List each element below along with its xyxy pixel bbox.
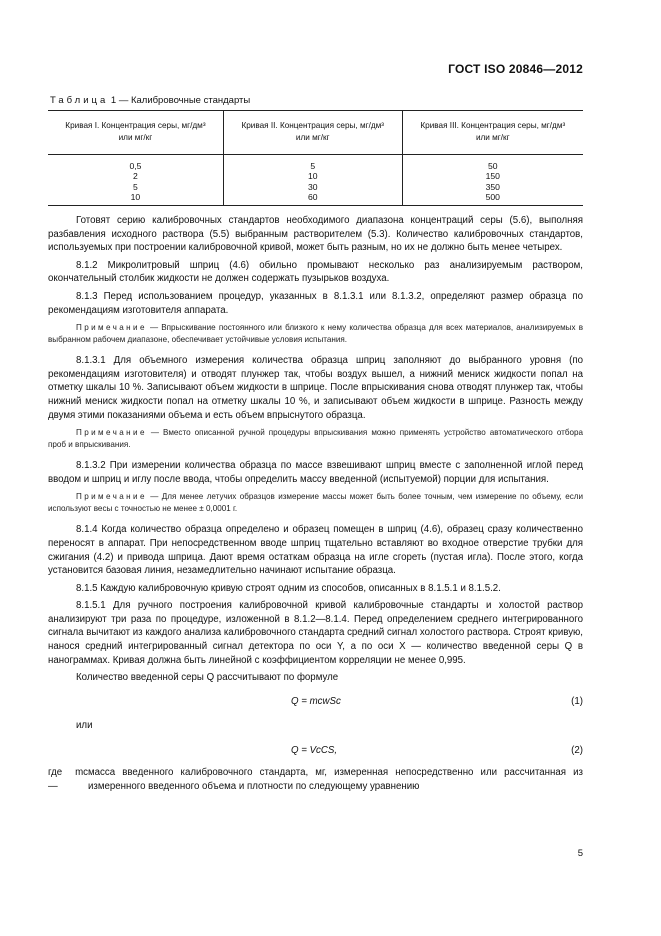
formula-2 — [48, 738, 583, 764]
formula-number: (2) — [571, 745, 583, 757]
paragraph: 8.1.3.1 Для объемного измерения количества образца шприц заполняют до выбранного уровня (по рекомендациям изготовителя) и отводят плунжер так, чтобы воздух вышел, а нижний мениск жидкости попал на отметку шкалы 10 %. Записывают объем жидкости в шприце. После впрыскивания снова отводят плунжер так, чтобы нижний мениск жидкости попал на отметку шкалы 10 %, и записывают объем жидкости в шприце. Разность между двумя этими показаниями объема и есть объем впрыснутого образца. — [48, 355, 583, 421]
table-caption-title: 1 — Калибровочные стандарты — [110, 95, 251, 106]
table-cell: 5 10 30 60 — [223, 154, 402, 205]
where-text: масса введенного калибровочного стандарта, мг, измеренная непосредственно или рассчитанная из измеренного введенного объема и плотности по следующему уравнению — [88, 767, 583, 793]
table-row — [48, 154, 583, 205]
table-caption — [50, 95, 250, 106]
formula-expression: Q = mcwSc — [291, 695, 341, 707]
table-caption-word: Таблица — [50, 95, 109, 106]
paragraph: 8.1.5 Каждую калибровочную кривую строят одним из способов, описанных в 8.1.5.1 и 8.1.5.2. — [76, 582, 501, 594]
note: Примечание — Впрыскивание постоянного или близкого к нему количества образца для всех материалов, анализируемых в выбранном рабочем диапазоне, обеспечивает устойчивые условия испытания. — [48, 323, 583, 345]
or-word: или — [76, 719, 93, 731]
where-definition — [48, 766, 583, 793]
page-number: 5 — [577, 848, 583, 859]
formula-expression: Q = VcCS, — [291, 745, 338, 757]
paragraph: 8.1.4 Когда количество образца определено и образец помещен в шприц (4.6), образец сразу количественно переносят в аппарат. При непосредственном вводе шприц тщательно вставляют во входное отверстие трубки для сжигания (4.2) и привода шприца. Дают время остаткам образца на игле сгореть (пустая игла). После этого, когда установится базовая линия, незамедлительно начинают испытание образца. — [48, 524, 583, 577]
table-header-cell: Кривая I. Концентрация серы, мг/дм³ или мг/кг — [48, 111, 223, 155]
paragraph: 8.1.3.2 При измерении количества образца по массе взвешивают шприц вместе с заполненной иглой перед вводом и шприц и иглу после ввода, чтобы определить массу введенной (испытуемой) порции для испытания. — [48, 460, 583, 485]
table-header-cell: Кривая III. Концентрация серы, мг/дм³ или мг/кг — [402, 111, 583, 155]
table-cell: 50 150 350 500 — [402, 154, 583, 205]
paragraph: Количество введенной серы Q рассчитывают по формуле — [76, 672, 339, 684]
calibration-table — [48, 110, 583, 206]
paragraph: Готовят серию калибровочных стандартов необходимого диапазона концентраций серы (5.6), выполняя разбавления исходного раствора (5.5) выбранным растворителем (5.3). Количество калибровочных стандартов, используемых при построении калибровочной кривой, может быть разным, но их не должно быть менее четырех. — [48, 215, 583, 254]
formula-1 — [48, 689, 583, 715]
note: Примечание — Для менее летучих образцов измерение массы может быть более точным, чем измерение по объему, если используют весы с точностью не менее ± 0,0001 г. — [48, 492, 583, 514]
table-header-cell: Кривая II. Концентрация серы, мг/дм³ или мг/кг — [223, 111, 402, 155]
note: Примечание — Вместо описанной ручной процедуры впрыскивания можно применять устройство автоматического отбора проб и впрыскивания. — [48, 428, 583, 450]
where-key: где mc — — [48, 767, 88, 793]
formula-number: (1) — [571, 695, 583, 707]
paragraph: 8.1.2 Микролитровый шприц (4.6) обильно промывают несколько раз анализируемым раствором, окончательный столбик жидкости не должен содержать пузырьков воздуха. — [48, 259, 583, 285]
standard-header: ГОСТ ISO 20846—2012 — [448, 62, 583, 76]
paragraph: 8.1.5.1 Для ручного построения калибровочной кривой калибровочные стандарты и холостой раствор анализируют три раза по процедуре, изложенной в 8.1.2—8.1.4. Перед определением среднего интегрированного сигнала вычитают из каждого анализа калибровочного стандарта средний сигнал холостого раствора. Строят кривую, нанося средний интегрированный сигнал детектора по оси Y, а по оси X — количество введенной серы Q в нанограммах. Кривая должна быть линейной с коэффициентом корреляции не менее 0,995. — [48, 600, 583, 666]
table-cell: 0,5 2 5 10 — [129, 160, 142, 203]
paragraph: 8.1.3 Перед использованием процедур, указанных в 8.1.3.1 или 8.1.3.2, определяют размер образца по рекомендациям изготовителя аппарата. — [48, 290, 583, 316]
document-body — [48, 214, 583, 794]
